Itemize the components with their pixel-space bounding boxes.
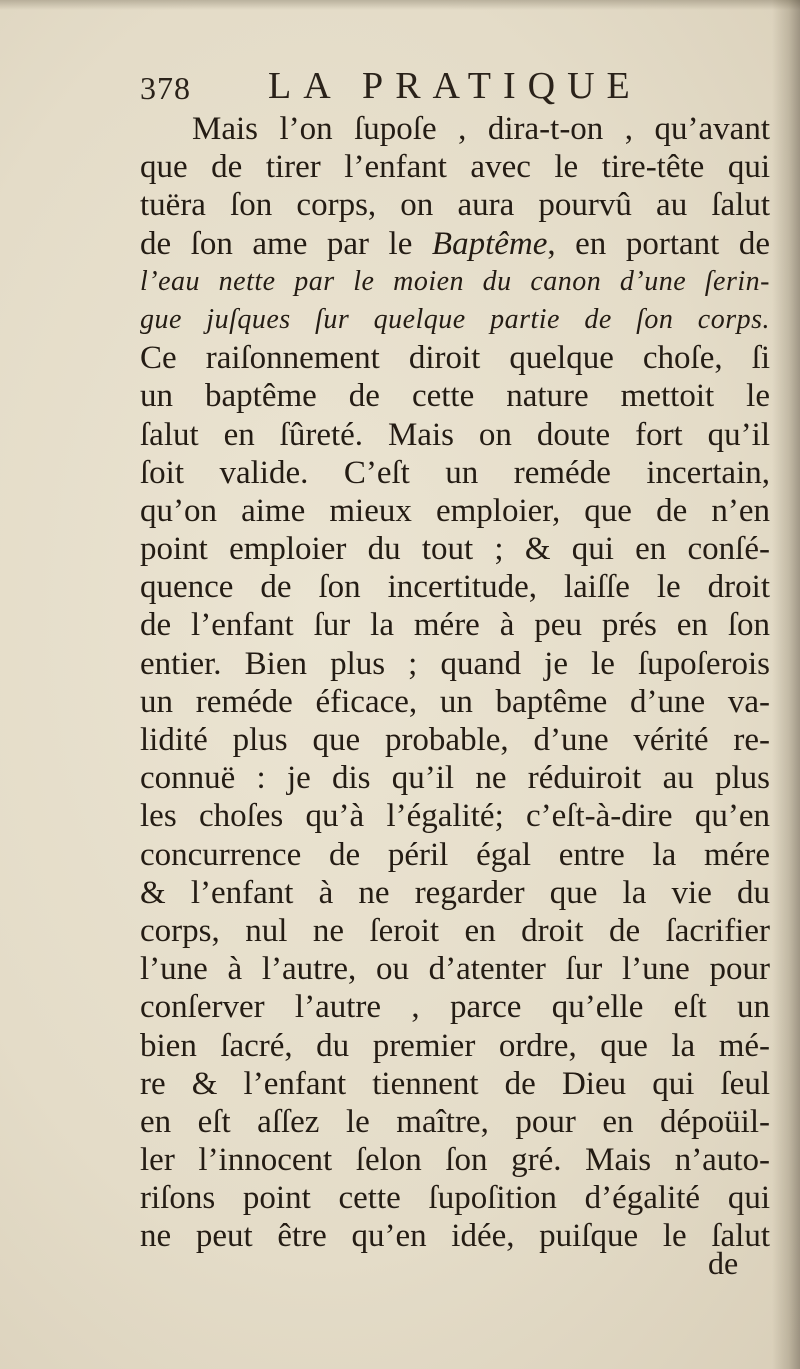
text-line: corps, nul ne ſeroit en droit de ſacrifier — [140, 912, 770, 949]
text-line: riſons point cette ſupoſition d’égalité qui — [140, 1180, 770, 1217]
text-line: l’eau nette par le moien du canon d’une ſerin- — [140, 265, 770, 297]
page-number: 378 — [140, 70, 191, 106]
text-line: ler l’innocent ſelon ſon gré. Mais n’auto- — [140, 1142, 770, 1179]
text-line: tuëra ſon corps, on aura pourvû au ſalut — [140, 187, 770, 224]
page-gutter-shadow — [772, 0, 800, 1369]
text-line: de ſon ame par le Baptême, en portant de — [140, 225, 770, 262]
text-line: quence de ſon incertitude, laiſſe le droit — [140, 569, 770, 606]
emphasis: Baptême — [431, 225, 548, 262]
text-line: bien ſacré, du premier ordre, que la mé- — [140, 1027, 770, 1064]
text-line: gue juſques ſur quelque partie de ſon corps. — [140, 303, 770, 335]
text-line: connuë : je dis qu’il ne réduiroit au plus — [140, 760, 770, 797]
text-line: Ce raiſonnement diroit quelque choſe, ſi — [140, 340, 770, 377]
text-line: ſoit valide. C’eſt un reméde incertain, — [140, 454, 770, 491]
text-line: concurrence de péril égal entre la mére — [140, 836, 770, 873]
text-line: conſerver l’autre , parce qu’elle eſt un — [140, 989, 770, 1026]
text-line: de l’enfant ſur la mére à peu prés en ſon — [140, 607, 770, 644]
text-line: re & l’enfant tiennent de Dieu qui ſeul — [140, 1065, 770, 1102]
text-line: un baptême de cette nature mettoit le — [140, 378, 770, 415]
text-line: en eſt aſſez le maître, pour en dépoüil- — [140, 1103, 770, 1140]
text-line: & l’enfant à ne regarder que la vie du — [140, 874, 770, 911]
text-line: point emploier du tout ; & qui en conſé- — [140, 531, 770, 568]
text-line: lidité plus que probable, d’une vérité re- — [140, 722, 770, 758]
text-line: ne peut être qu’en idée, puiſque le ſalut — [140, 1218, 770, 1255]
page-top-shadow — [0, 0, 800, 10]
text-line: entier. Bien plus ; quand je le ſupoſerois — [140, 645, 770, 682]
text-line: un reméde éficace, un baptême d’une va- — [140, 683, 770, 720]
text-line: Mais l’on ſupoſe , dira-t-on , qu’avant — [192, 111, 770, 147]
text-line: les choſes qu’à l’égalité; c’eſt-à-dire qu’en — [140, 798, 770, 835]
text-line: l’une à l’autre, ou d’atenter ſur l’une pour — [140, 951, 770, 988]
body-text — [140, 110, 770, 1256]
page-header — [140, 64, 780, 108]
text-line: ſalut en ſûreté. Mais on doute fort qu’il — [140, 416, 770, 453]
catchword: de — [708, 1245, 739, 1281]
running-title: LA PRATIQUE — [268, 65, 642, 107]
text-line: qu’on aime mieux emploier, que de n’en — [140, 492, 770, 529]
text-line: que de tirer l’enfant avec le tire-tête qui — [140, 149, 770, 186]
